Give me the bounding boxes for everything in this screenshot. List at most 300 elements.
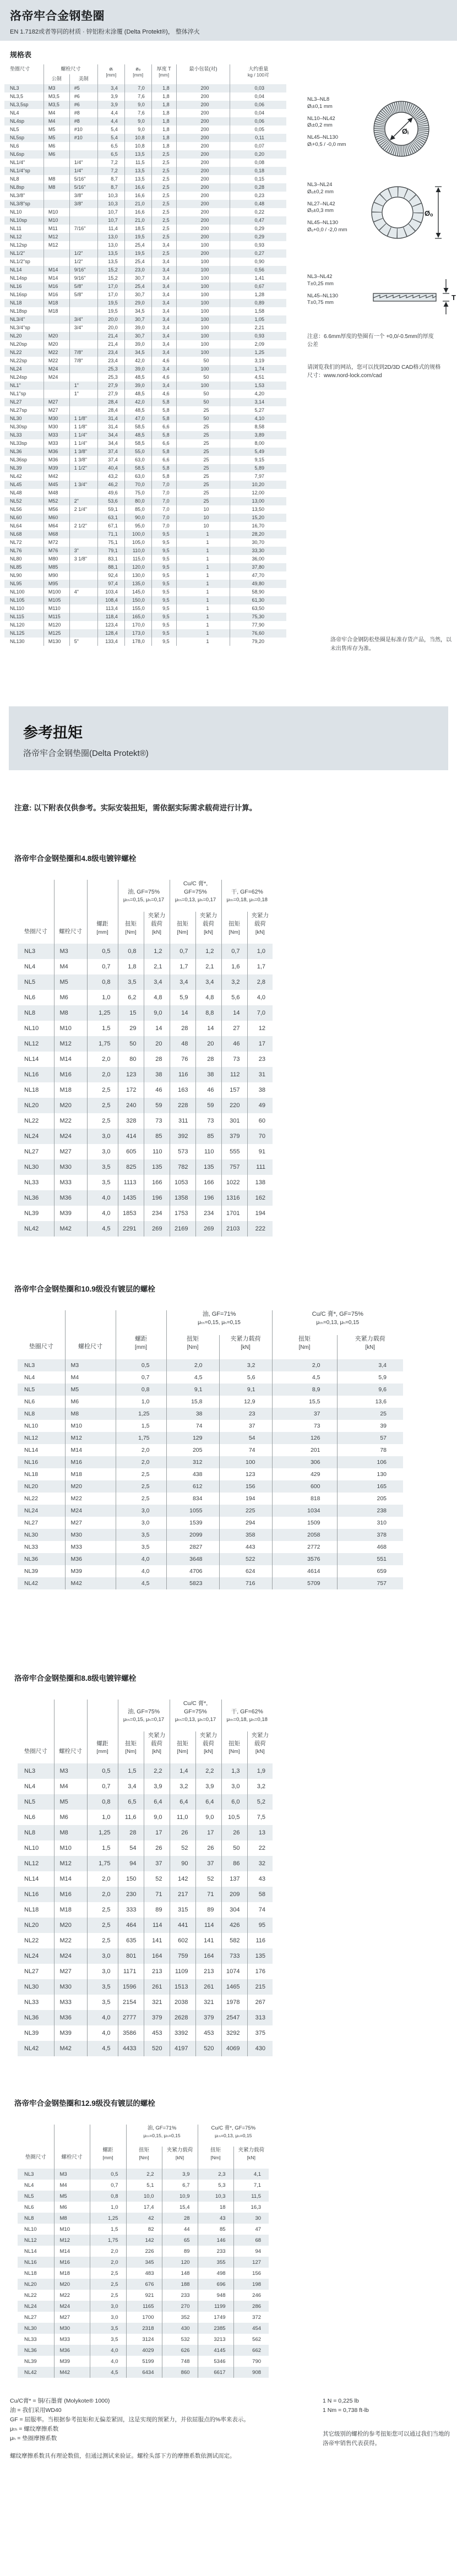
table-cell: 16,70	[230, 522, 286, 530]
table-cell: 1,5	[90, 2224, 126, 2235]
table-cell: 294	[219, 1517, 272, 1529]
table-cell: 200	[176, 92, 230, 101]
table-cell	[69, 365, 97, 373]
table-cell: 2,09	[230, 340, 286, 348]
table-cell: 716	[219, 1577, 272, 1589]
table-cell: 696	[198, 2279, 233, 2290]
column-header: 夹紧力载荷 [kN]	[144, 912, 170, 944]
table-cell: 135	[195, 1159, 221, 1175]
table-cell: 135	[247, 1948, 273, 1964]
table-cell: 3,4	[151, 291, 176, 299]
table-cell: 23	[219, 1408, 272, 1420]
table-cell: 3,4	[151, 348, 176, 357]
table-cell: NL22	[24, 1937, 39, 1945]
table-cell: 562	[233, 2334, 269, 2345]
table-cell: 28,4	[97, 398, 124, 406]
table-row	[18, 2279, 269, 2290]
table-cell: NL115	[10, 614, 24, 620]
table-row	[18, 1359, 403, 1371]
table-cell: NL45	[10, 482, 22, 488]
table-cell: 6,7	[162, 2180, 198, 2191]
table-cell	[69, 150, 97, 159]
table-cell: 1,8	[151, 134, 176, 142]
table-cell: 790	[233, 2356, 269, 2367]
table-cell: 165,0	[124, 613, 151, 621]
table-cell: 1	[176, 629, 230, 638]
table-cell: 9,5	[151, 621, 176, 629]
table-row	[18, 2191, 269, 2202]
table-cell: 5823	[166, 1577, 219, 1589]
table-cell: 5/16"	[69, 183, 97, 192]
table-cell: 54	[219, 1432, 272, 1444]
table-cell: 200	[176, 142, 230, 150]
table-cell: 2 1/4"	[69, 505, 97, 514]
table-cell: 25	[176, 472, 230, 481]
table-cell: M18	[65, 1468, 116, 1480]
table-cell: 200	[176, 183, 230, 192]
table-row	[18, 2367, 269, 2378]
table-cell: NL36	[24, 2014, 39, 2022]
table-cell: 50	[221, 1840, 247, 1856]
table-cell: 1,28	[230, 291, 286, 299]
table-cell: 20,0	[97, 324, 124, 332]
table-cell: 379	[144, 2010, 170, 2025]
table-cell: 5346	[198, 2356, 233, 2367]
table-cell: NL33	[24, 1543, 39, 1550]
table-cell: 26	[144, 1840, 170, 1856]
table-cell: 2,5	[151, 159, 176, 167]
table-cell: 5,4	[97, 134, 124, 142]
table-cell: 8,8	[195, 1005, 221, 1021]
table-cell: 21,4	[97, 332, 124, 340]
table-cell: 1753	[170, 1206, 195, 1221]
table-cell: 328	[118, 1113, 144, 1129]
table-cell: 468	[337, 1541, 403, 1553]
table-cell: #8	[69, 117, 97, 126]
table-cell: 2,5	[151, 167, 176, 175]
table-row	[4, 109, 286, 117]
table-cell: 4706	[166, 1565, 219, 1577]
table-cell: 9,0	[144, 1005, 170, 1021]
table-cell: NL4sp	[10, 118, 25, 124]
table-cell: 76	[170, 1052, 195, 1067]
table-cell: 321	[144, 1995, 170, 2010]
stock-availability-note: 洛帝牢合金钢防松垫圈是标准存货产品，当然，以未出售库存为准。	[330, 637, 451, 652]
table-cell: 2,5	[151, 175, 176, 183]
table-row	[4, 134, 286, 142]
column-header: 螺栓尺寸	[65, 1310, 116, 1359]
table-cell: NL12	[24, 1860, 39, 1867]
table-cell: 2,5	[90, 2268, 126, 2279]
table-cell: 7/8"	[69, 357, 97, 365]
table-cell	[69, 216, 97, 225]
table-cell: 200	[176, 249, 230, 258]
table-cell: 1	[176, 621, 230, 629]
table-cell: 1	[176, 596, 230, 604]
table-cell: M18	[54, 1082, 87, 1098]
table-cell	[69, 604, 97, 613]
table-cell: 1"	[69, 382, 97, 390]
table-cell: 47,0	[124, 415, 151, 423]
inner-diameter-diagram	[369, 96, 434, 163]
column-header: 干, GF=62% μₜₕ=0,18, μₕ=0,18	[221, 1700, 273, 1731]
table-cell: 71	[144, 1887, 170, 1902]
table-cell: 355	[198, 2257, 233, 2268]
table-cell: 5,4	[97, 126, 124, 134]
table-cell: 4,0	[90, 2345, 126, 2356]
table-cell: 52	[195, 1871, 221, 1887]
table-cell: 6617	[198, 2367, 233, 2378]
table-row	[4, 299, 286, 307]
table-cell: 30,70	[230, 538, 286, 547]
torque-table-10-9	[4, 1310, 453, 1589]
table-cell: M33	[43, 439, 69, 448]
table-cell: 0,90	[230, 258, 286, 266]
table-cell: 782	[170, 1159, 195, 1175]
table-cell: 483	[126, 2268, 162, 2279]
table-row	[18, 1371, 403, 1384]
table-cell: 50	[118, 1036, 144, 1052]
table-row	[4, 150, 286, 159]
column-header: 夹紧力载荷 [kN]	[144, 1731, 170, 1763]
table-cell: 1,41	[230, 274, 286, 282]
table-cell: NL3	[24, 948, 36, 955]
table-cell: 198	[233, 2279, 269, 2290]
table-cell: NL85	[10, 564, 22, 570]
table-cell: 2,5	[151, 150, 176, 159]
table-cell: 1,8	[151, 142, 176, 150]
table-cell: 14	[144, 1021, 170, 1036]
table-cell: 10,0	[126, 2191, 162, 2202]
table-row	[18, 1113, 273, 1129]
table-cell: 7,6	[124, 109, 151, 117]
table-row	[4, 192, 286, 200]
table-cell: 1435	[118, 1190, 144, 1206]
table-cell: 145,0	[124, 588, 151, 596]
table-cell: 200	[176, 117, 230, 126]
column-header: Cu/C 膏*, GF=75% μₜₕ=0,13, μₕ=0,17	[170, 880, 221, 912]
table-cell: 234	[144, 1206, 170, 1221]
table-cell: 3,19	[230, 357, 286, 365]
table-row	[4, 464, 286, 472]
torque-table-header	[18, 880, 273, 944]
table-cell: 286	[233, 2301, 269, 2312]
table-cell: 5,89	[230, 464, 286, 472]
table-cell	[43, 249, 69, 258]
table-cell: 7,0	[151, 497, 176, 505]
column-header: 扭矩 [Nm]	[221, 912, 247, 944]
table-cell: 1,5	[116, 1420, 166, 1432]
table-cell: 100	[176, 382, 230, 390]
table-cell: 7,0	[124, 84, 151, 92]
table-cell	[69, 299, 97, 307]
column-header: 扭矩 [Nm]	[118, 912, 144, 944]
table-cell: NL27	[24, 1968, 39, 1975]
table-cell: 2154	[118, 1995, 144, 2010]
table-cell: NL14sp	[10, 275, 28, 281]
table-cell: 2385	[198, 2323, 233, 2334]
table-cell: 3,4	[337, 1359, 403, 1371]
table-cell: 7/16"	[69, 225, 97, 233]
table-cell: NL5	[24, 1386, 35, 1393]
table-cell: 200	[176, 200, 230, 208]
table-row	[18, 974, 273, 990]
table-cell: 3,5	[116, 1541, 166, 1553]
table-row	[18, 2224, 269, 2235]
table-cell: 6,5	[97, 150, 124, 159]
table-cell: 860	[162, 2367, 198, 2378]
table-cell	[69, 629, 97, 638]
table-cell: 10,8	[124, 142, 151, 150]
col-header-thickness: 厚度 T [mm]	[151, 64, 176, 84]
table-cell: 1,2	[195, 944, 221, 959]
table-cell: M14	[54, 1871, 87, 1887]
table-cell: M90	[43, 571, 69, 580]
table-cell: 19,5	[124, 249, 151, 258]
table-cell: M5	[43, 126, 69, 134]
table-cell: 313	[247, 2010, 273, 2025]
table-row	[4, 423, 286, 431]
table-cell: 25	[176, 406, 230, 415]
table-row	[4, 448, 286, 456]
table-cell: 2,5	[90, 2279, 126, 2290]
table-cell: 0,5	[116, 1359, 166, 1371]
table-cell: 453	[144, 2025, 170, 2041]
table-cell: 1,6	[221, 959, 247, 974]
table-cell: 233	[198, 2246, 233, 2257]
table-cell: 0,20	[230, 150, 286, 159]
table-cell: 37,4	[97, 448, 124, 456]
table-cell: 3,9	[162, 2169, 198, 2180]
table-cell: 0,29	[230, 225, 286, 233]
table-cell	[43, 192, 69, 200]
table-cell: NL6	[24, 1814, 36, 1821]
tolerance-value: Øᵢ+0,5 / -0,0 mm	[307, 141, 346, 148]
table-cell: NL1/4"	[10, 160, 25, 166]
table-cell: 21,0	[124, 200, 151, 208]
tolerance-item	[307, 274, 369, 288]
table-cell: 42	[126, 2213, 162, 2224]
table-cell: 1513	[170, 1979, 195, 1995]
table-cell: 39,0	[124, 382, 151, 390]
table-cell: 0,67	[230, 282, 286, 291]
table-cell: 100	[176, 274, 230, 282]
table-row	[4, 596, 286, 604]
table-cell: 2,2	[144, 1763, 170, 1779]
table-row	[18, 1493, 403, 1505]
table-cell: 3,9	[195, 1779, 221, 1794]
table-cell: 112	[221, 1067, 247, 1082]
table-cell: 2,0	[166, 1359, 219, 1371]
table-cell: 1/2"	[69, 249, 97, 258]
table-cell: 89	[162, 2246, 198, 2257]
table-cell: 9,5	[151, 580, 176, 588]
table-cell: NL27	[10, 399, 22, 405]
table-cell: 25,4	[124, 241, 151, 249]
table-cell: 73	[144, 1113, 170, 1129]
table-cell: 48	[170, 1036, 195, 1052]
table-cell: NL80	[10, 556, 22, 562]
table-row	[18, 1840, 273, 1856]
torque-table	[18, 1700, 273, 2056]
table-cell: NL20	[24, 1102, 39, 1109]
torque-table-body	[18, 2169, 269, 2378]
table-cell: 1,25	[230, 348, 286, 357]
table-cell: 25	[337, 1408, 403, 1420]
table-cell: 7,6	[124, 92, 151, 101]
table-cell: 757	[337, 1577, 403, 1589]
table-row	[18, 990, 273, 1005]
table-cell: 2,0	[87, 1067, 118, 1082]
table-cell: 37,4	[97, 456, 124, 464]
table-cell: 3,4	[151, 241, 176, 249]
table-cell: 85	[198, 2224, 233, 2235]
col-header-min-pack: 最小包装(对)	[176, 64, 230, 84]
table-cell: 55,0	[124, 448, 151, 456]
table-cell: 39,0	[124, 324, 151, 332]
table-row	[4, 638, 286, 646]
table-row	[4, 183, 286, 192]
table-cell: NL4	[24, 2182, 34, 2188]
table-cell: NL10	[10, 209, 22, 215]
tolerance-item	[307, 220, 369, 234]
table-cell: 48,5	[124, 431, 151, 439]
tolerance-item	[307, 96, 369, 111]
table-cell: 2,0	[90, 2257, 126, 2268]
table-cell: 30,7	[124, 274, 151, 282]
table-cell: 217	[170, 1887, 195, 1902]
table-row	[4, 571, 286, 580]
table-row	[18, 2010, 273, 2025]
column-header: Cu/C 膏*, GF=75% μₜₕ=0,13, μₕ=0,17	[170, 1700, 221, 1731]
table-cell: 73	[221, 1052, 247, 1067]
tolerance-value: Øᵢ±0,1 mm	[307, 103, 333, 110]
table-cell: M39	[54, 1206, 87, 1221]
torque-table-header	[18, 1700, 273, 1763]
table-cell: 2,1	[195, 959, 221, 974]
table-cell: NL20	[24, 1922, 39, 1929]
table-cell: 2,5	[87, 1918, 118, 1933]
column-header: 夹紧力载荷 [kN]	[195, 912, 221, 944]
table-row	[4, 216, 286, 225]
table-cell: 3,4	[151, 340, 176, 348]
table-cell: 25,3	[97, 365, 124, 373]
table-cell: 1509	[272, 1517, 337, 1529]
legend-line: μₜₕ = 螺纹摩擦系数	[10, 2425, 59, 2432]
table-cell: 0,8	[90, 2191, 126, 2202]
table-cell	[69, 142, 97, 150]
table-cell: M4	[65, 1371, 116, 1384]
table-cell: 79,1	[97, 547, 124, 555]
table-cell: 14	[170, 1005, 195, 1021]
column-header: 垫圈尺寸	[29, 1343, 53, 1350]
conversion-line: 1 N = 0,225 lb	[323, 2398, 359, 2405]
table-cell: 12,00	[230, 489, 286, 497]
table-cell: 80	[118, 1052, 144, 1067]
column-header: Cu/C 膏*, GF=75% μₜₕ=0,13, μₕ=0,15	[272, 1310, 403, 1335]
cad-url-link[interactable]: www.nord-lock.com/cad	[324, 373, 382, 379]
table-cell: 520	[195, 2041, 221, 2056]
table-cell: 612	[166, 1480, 219, 1493]
table-cell: 3586	[118, 2025, 144, 2041]
col-header-inner-diameter: øᵢ [mm]	[97, 64, 124, 84]
table-cell: 9,5	[151, 613, 176, 621]
table-cell: 676	[126, 2279, 162, 2290]
table-cell: NL30	[24, 1164, 39, 1171]
table-cell: 137	[221, 1871, 247, 1887]
table-cell: 15	[118, 1005, 144, 1021]
table-row	[18, 2301, 269, 2312]
table-row	[18, 1964, 273, 1979]
table-cell: NL64	[10, 523, 22, 529]
table-cell: 200	[176, 126, 230, 134]
table-cell: 50	[176, 415, 230, 423]
table-cell: NL6	[24, 1398, 35, 1405]
table-cell: 4,4	[97, 117, 124, 126]
table-cell: 135,0	[124, 580, 151, 588]
table-cell: 321	[195, 1995, 221, 2010]
tolerance-range: NL45–NL130	[307, 134, 338, 141]
table-cell: 164	[195, 1948, 221, 1964]
tolerance-range: NL3–NL42	[307, 274, 333, 280]
table-cell: 9,5	[151, 571, 176, 580]
table-cell: NL42	[24, 2045, 39, 2052]
table-cell: 47,70	[230, 571, 286, 580]
table-cell: 6,5	[118, 1794, 144, 1810]
table-cell: 9,5	[151, 638, 176, 646]
table-cell: M27	[54, 1144, 87, 1159]
table-cell: 17,4	[126, 2202, 162, 2213]
table-cell: M20	[43, 332, 69, 340]
table-row	[18, 2334, 269, 2345]
table-cell: 28	[162, 2213, 198, 2224]
outer-diameter-diagram	[369, 182, 446, 245]
table-cell: 0,7	[221, 944, 247, 959]
table-cell	[69, 406, 97, 415]
table-cell: 10,7	[97, 208, 124, 216]
table-cell: 1113	[118, 1175, 144, 1190]
table-cell: NL11	[10, 226, 21, 232]
table-row	[18, 1902, 273, 1918]
table-cell: 3/8"	[69, 192, 97, 200]
table-cell: 3,4	[97, 84, 124, 92]
table-cell: 4433	[118, 2041, 144, 2056]
table-cell: 602	[170, 1933, 195, 1948]
table-cell: 2,5	[116, 1468, 166, 1480]
table-cell: #6	[69, 92, 97, 101]
table-cell: 1,8	[151, 126, 176, 134]
table-cell: 5,9	[337, 1371, 403, 1384]
table-cell: NL6	[24, 994, 36, 1001]
table-cell: NL20	[24, 1483, 39, 1490]
table-cell: 3392	[170, 2025, 195, 2041]
table-cell: 306	[272, 1456, 337, 1468]
table-cell: 100	[176, 282, 230, 291]
column-header: 垫圈尺寸	[24, 1747, 47, 1755]
table-row	[18, 1384, 403, 1396]
table-cell: 196	[195, 1190, 221, 1206]
table-cell: 165	[337, 1480, 403, 1493]
tolerance-item	[307, 134, 369, 149]
table-cell: 114	[195, 1918, 221, 1933]
table-cell: NL95	[10, 581, 22, 587]
table-cell: 25	[176, 481, 230, 489]
table-cell: 0,05	[230, 126, 286, 134]
table-cell: 200	[176, 101, 230, 109]
table-cell: 10,9	[162, 2191, 198, 2202]
table-cell: NL42	[24, 2369, 37, 2376]
table-row	[18, 1067, 273, 1082]
